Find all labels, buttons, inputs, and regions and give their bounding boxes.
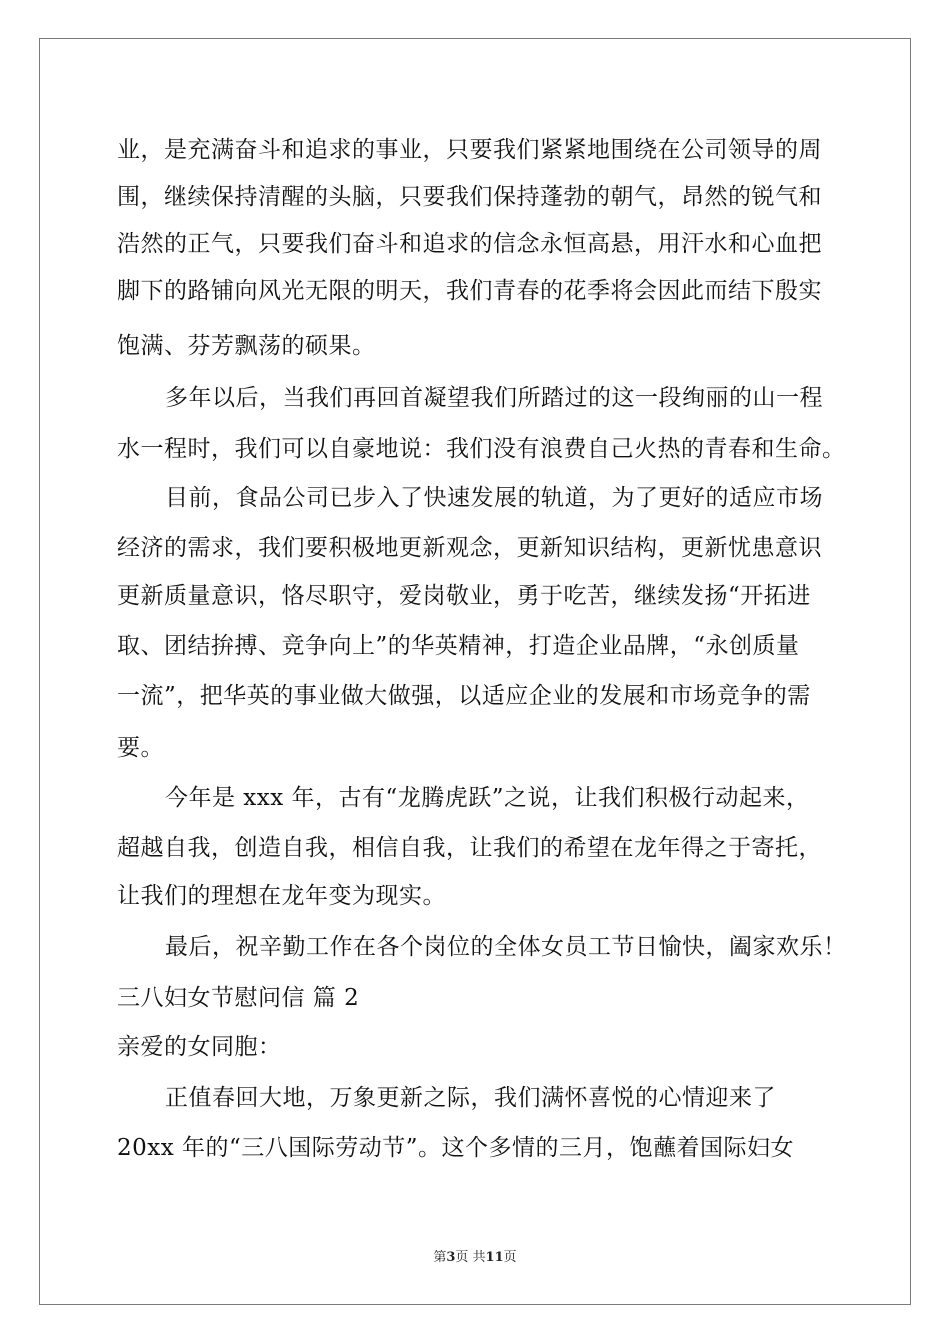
text-line: 目前，食品公司已步入了快速发展的轨道，为了更好的适应市场 bbox=[165, 485, 823, 511]
text-line: 浩然的正气，只要我们奋斗和追求的信念永恒高悬，用汗水和心血把 bbox=[117, 231, 822, 257]
text-line: 业，是充满奋斗和追求的事业，只要我们紧紧地围绕在公司领导的周 bbox=[117, 137, 822, 163]
text-line: 一流”，把华英的事业做大做强，以适应企业的发展和市场竞争的需 bbox=[117, 683, 811, 709]
page-total: 11 bbox=[485, 1250, 504, 1265]
salutation: 亲爱的女同胞： bbox=[117, 1034, 282, 1060]
page-suffix: 页 bbox=[503, 1250, 517, 1265]
text-line: 20xx 年的“三八国际劳动节”。这个多情的三月，饱蘸着国际妇女 bbox=[117, 1135, 795, 1161]
text-line: 多年以后，当我们再回首凝望我们所踏过的这一段绚丽的山一程 bbox=[165, 385, 823, 411]
text-line: 饱满、芬芳飘荡的硕果。 bbox=[117, 333, 376, 359]
page-current: 3 bbox=[446, 1250, 456, 1265]
text-line: 最后，祝辛勤工作在各个岗位的全体女员工节日愉快，阖家欢乐！ bbox=[165, 934, 847, 960]
text-line: 更新质量意识，恪尽职守，爱岗敬业，勇于吃苦，继续发扬“开拓进 bbox=[117, 583, 811, 609]
text-line: 正值春回大地，万象更新之际，我们满怀喜悦的心情迎来了 bbox=[165, 1085, 776, 1111]
text-line: 要。 bbox=[117, 735, 164, 761]
text-line: 超越自我，创造自我，相信自我，让我们的希望在龙年得之于寄托， bbox=[117, 835, 822, 861]
text-line: 取、团结拚搏、竞争向上”的华英精神，打造企业品牌，“永创质量 bbox=[117, 633, 800, 659]
page-footer bbox=[0, 1246, 950, 1265]
text-line: 经济的需求，我们要积极地更新观念，更新知识结构，更新忧患意识 bbox=[117, 535, 822, 561]
section-heading: 三八妇女节慰问信 篇 2 bbox=[117, 985, 360, 1011]
text-line: 脚下的路铺向风光无限的明天，我们青春的花季将会因此而结下殷实 bbox=[117, 278, 822, 304]
text-line: 今年是 xxx 年，古有“龙腾虎跃”之说，让我们积极行动起来， bbox=[165, 785, 810, 811]
text-line: 水一程时，我们可以自豪地说：我们没有浪费自己火热的青春和生命。 bbox=[117, 436, 846, 462]
page-mid: 页 共 bbox=[455, 1250, 486, 1265]
page-prefix: 第 bbox=[433, 1250, 447, 1265]
text-line: 让我们的理想在龙年变为现实。 bbox=[117, 883, 446, 909]
text-line: 围，继续保持清醒的头脑，只要我们保持蓬勃的朝气，昂然的锐气和 bbox=[117, 184, 822, 210]
